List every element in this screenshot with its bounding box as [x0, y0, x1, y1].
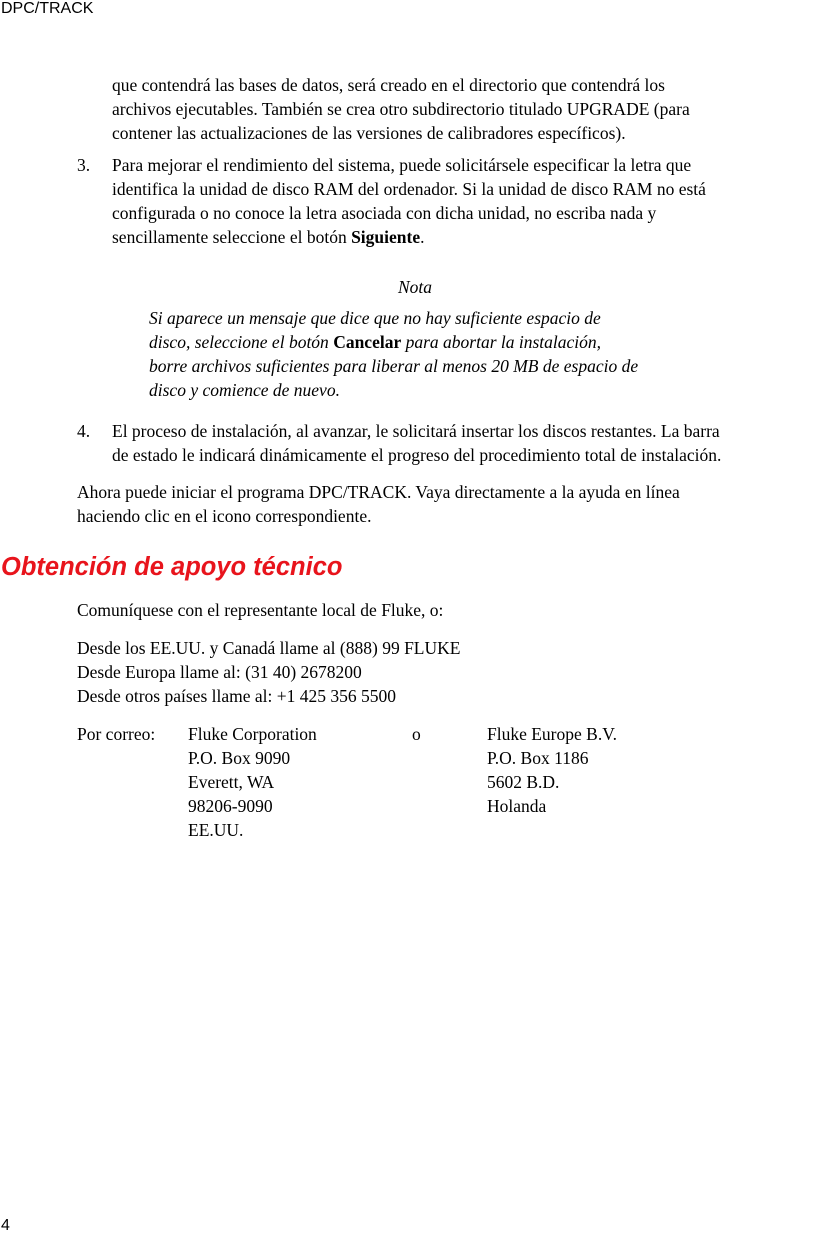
- contact-intro: Comuníquese con el representante local de Fluke, o:: [77, 600, 444, 620]
- step-4-text: [112, 419, 721, 467]
- note-title: Nota: [398, 277, 433, 297]
- address-line: Holanda: [487, 796, 547, 816]
- step-3-line: Para mejorar el rendimiento del sistema, puede solicitársele especificar la letra que: [112, 155, 692, 175]
- phone-list: [77, 636, 460, 708]
- step-3-number: 3.: [77, 155, 91, 175]
- step-4-number: 4.: [77, 421, 91, 441]
- cancelar-button-reference: Cancelar: [333, 332, 402, 352]
- note-line: disco y comience de nuevo.: [149, 380, 340, 400]
- address-line: Everett, WA: [188, 772, 275, 792]
- section-heading: Obtención de apoyo técnico: [1, 553, 343, 581]
- step-3-text: [112, 153, 706, 249]
- address-us: [188, 722, 317, 842]
- step-4-line: de estado le indicará dinámicamente el progreso del procedimiento total de instalación.: [112, 445, 722, 465]
- phone-line: Desde otros países llame al: +1 425 356 5500: [77, 686, 396, 706]
- address-line: P.O. Box 9090: [188, 748, 291, 768]
- address-line: Fluke Europe B.V.: [487, 724, 617, 744]
- closing-line: Ahora puede iniciar el programa DPC/TRACK. Vaya directamente a la ayuda en línea: [77, 482, 680, 502]
- closing-line: haciendo clic en el icono correspondiente.: [77, 506, 372, 526]
- step-3-last-prefix: sencillamente seleccione el botón: [112, 227, 352, 247]
- siguiente-button-reference: Siguiente: [351, 227, 421, 247]
- intro-line: contener las actualizaciones de las versiones de calibradores específicos).: [112, 123, 626, 143]
- note-line: borre archivos suficientes para liberar al menos 20 MB de espacio de: [149, 356, 639, 376]
- note-line: Si aparece un mensaje que dice que no hay suficiente espacio de: [149, 308, 601, 328]
- step-4-line: El proceso de instalación, al avanzar, le solicitará insertar los discos restantes. La barra: [112, 421, 720, 441]
- running-header: DPC/TRACK: [1, 0, 94, 17]
- step-3-line: [112, 225, 706, 249]
- address-line: EE.UU.: [188, 820, 244, 840]
- note-body: [149, 306, 759, 402]
- page-number: 4: [1, 1217, 10, 1234]
- note-line2-suffix: para abortar la instalación,: [401, 332, 602, 352]
- intro-line: archivos ejecutables. También se crea otro subdirectorio titulado UPGRADE (para: [112, 99, 690, 119]
- note-line2-prefix: disco, seleccione el botón: [149, 332, 334, 352]
- address-line: 98206-9090: [188, 796, 273, 816]
- phone-line: Desde Europa llame al: (31 40) 2678200: [77, 662, 362, 682]
- step-3-line: identifica la unidad de disco RAM del ordenador. Si la unidad de disco RAM no está: [112, 179, 706, 199]
- address-eu: [487, 722, 617, 818]
- address-line: Fluke Corporation: [188, 724, 317, 744]
- closing-paragraph: [77, 480, 680, 528]
- step-3-last-suffix: .: [420, 227, 425, 247]
- intro-line: que contendrá las bases de datos, será creado en el directorio que contendrá los: [112, 75, 665, 95]
- address-line: P.O. Box 1186: [487, 748, 589, 768]
- address-line: 5602 B.D.: [487, 772, 560, 792]
- mail-label: Por correo:: [77, 724, 156, 744]
- step-3-line: configurada o no conoce la letra asociada con dicha unidad, no escriba nada y: [112, 203, 657, 223]
- note-line: [149, 330, 759, 354]
- phone-line: Desde los EE.UU. y Canadá llame al (888) 99 FLUKE: [77, 638, 461, 658]
- or-label: o: [412, 724, 421, 744]
- intro-paragraph: [112, 73, 690, 145]
